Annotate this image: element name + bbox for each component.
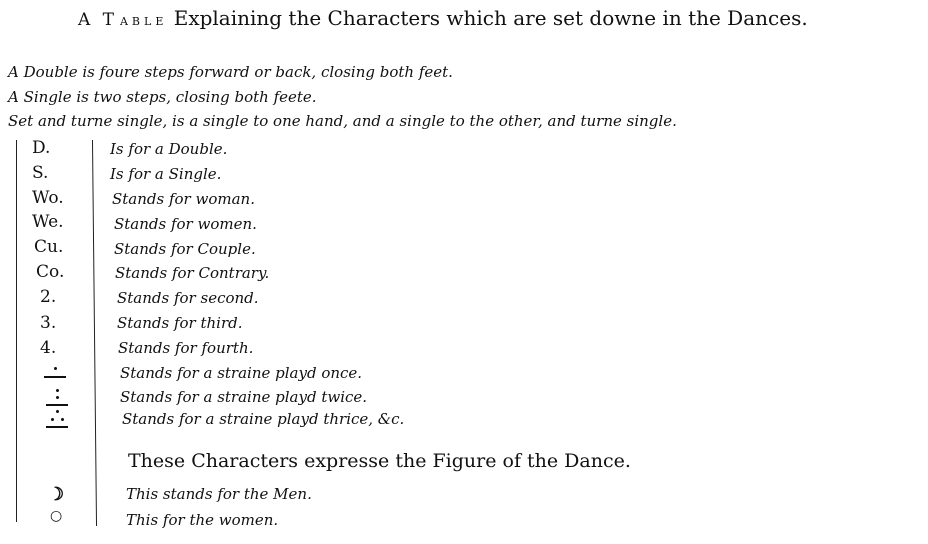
crescent-moon-icon: ☽	[48, 484, 65, 505]
left-bracket-line	[16, 140, 17, 522]
symbol-double: D.	[32, 138, 51, 158]
rule-double: A Double is foure steps forward or back, closing both feet.	[8, 63, 453, 81]
symbol-women: We.	[32, 212, 64, 232]
divider-line	[92, 140, 97, 526]
symbol-woman: Wo.	[32, 188, 64, 208]
symbol-second: 2.	[40, 287, 57, 307]
meaning-contrary: Stands for Contrary.	[115, 264, 270, 282]
meaning-double: Is for a Double.	[110, 140, 228, 158]
symbol-third: 3.	[40, 313, 57, 333]
meaning-strain-twice: Stands for a straine playd twice.	[120, 388, 368, 406]
symbol-couple: Cu.	[34, 237, 64, 257]
one-dot-strain-icon	[44, 362, 68, 384]
rule-set-and-turne: Set and turne single, is a single to one hand, and a single to the other, and turne single.	[8, 112, 677, 130]
title-letter-a: A	[78, 10, 97, 30]
figure-heading: These Characters expresse the Figure of the Dance.	[128, 450, 631, 472]
meaning-women-figure: This for the women.	[126, 511, 279, 529]
symbol-fourth: 4.	[40, 338, 57, 358]
meaning-single: Is for a Single.	[110, 165, 222, 183]
title-text: Explaining the Characters which are set downe in the Dances.	[173, 6, 808, 30]
meaning-third: Stands for third.	[117, 314, 243, 332]
meaning-women: Stands for women.	[114, 215, 257, 233]
two-dot-strain-icon	[46, 386, 70, 408]
circle-icon: ○	[50, 508, 63, 524]
meaning-strain-thrice: Stands for a straine playd thrice, &c.	[122, 410, 405, 428]
meaning-woman: Stands for woman.	[112, 190, 255, 208]
title-letter-t: T	[102, 10, 120, 30]
meaning-strain-once: Stands for a straine playd once.	[120, 364, 363, 382]
meaning-fourth: Stands for fourth.	[118, 339, 254, 357]
three-dot-strain-icon	[46, 408, 70, 430]
meaning-second: Stands for second.	[117, 289, 259, 307]
symbol-single: S.	[32, 163, 49, 183]
symbol-contrary: Co.	[36, 262, 65, 282]
rule-single: A Single is two steps, closing both feete.	[8, 88, 317, 106]
meaning-couple: Stands for Couple.	[114, 240, 256, 258]
page-title	[78, 6, 808, 30]
title-small-caps: ABLE	[119, 15, 168, 28]
meaning-men: This stands for the Men.	[126, 485, 312, 503]
